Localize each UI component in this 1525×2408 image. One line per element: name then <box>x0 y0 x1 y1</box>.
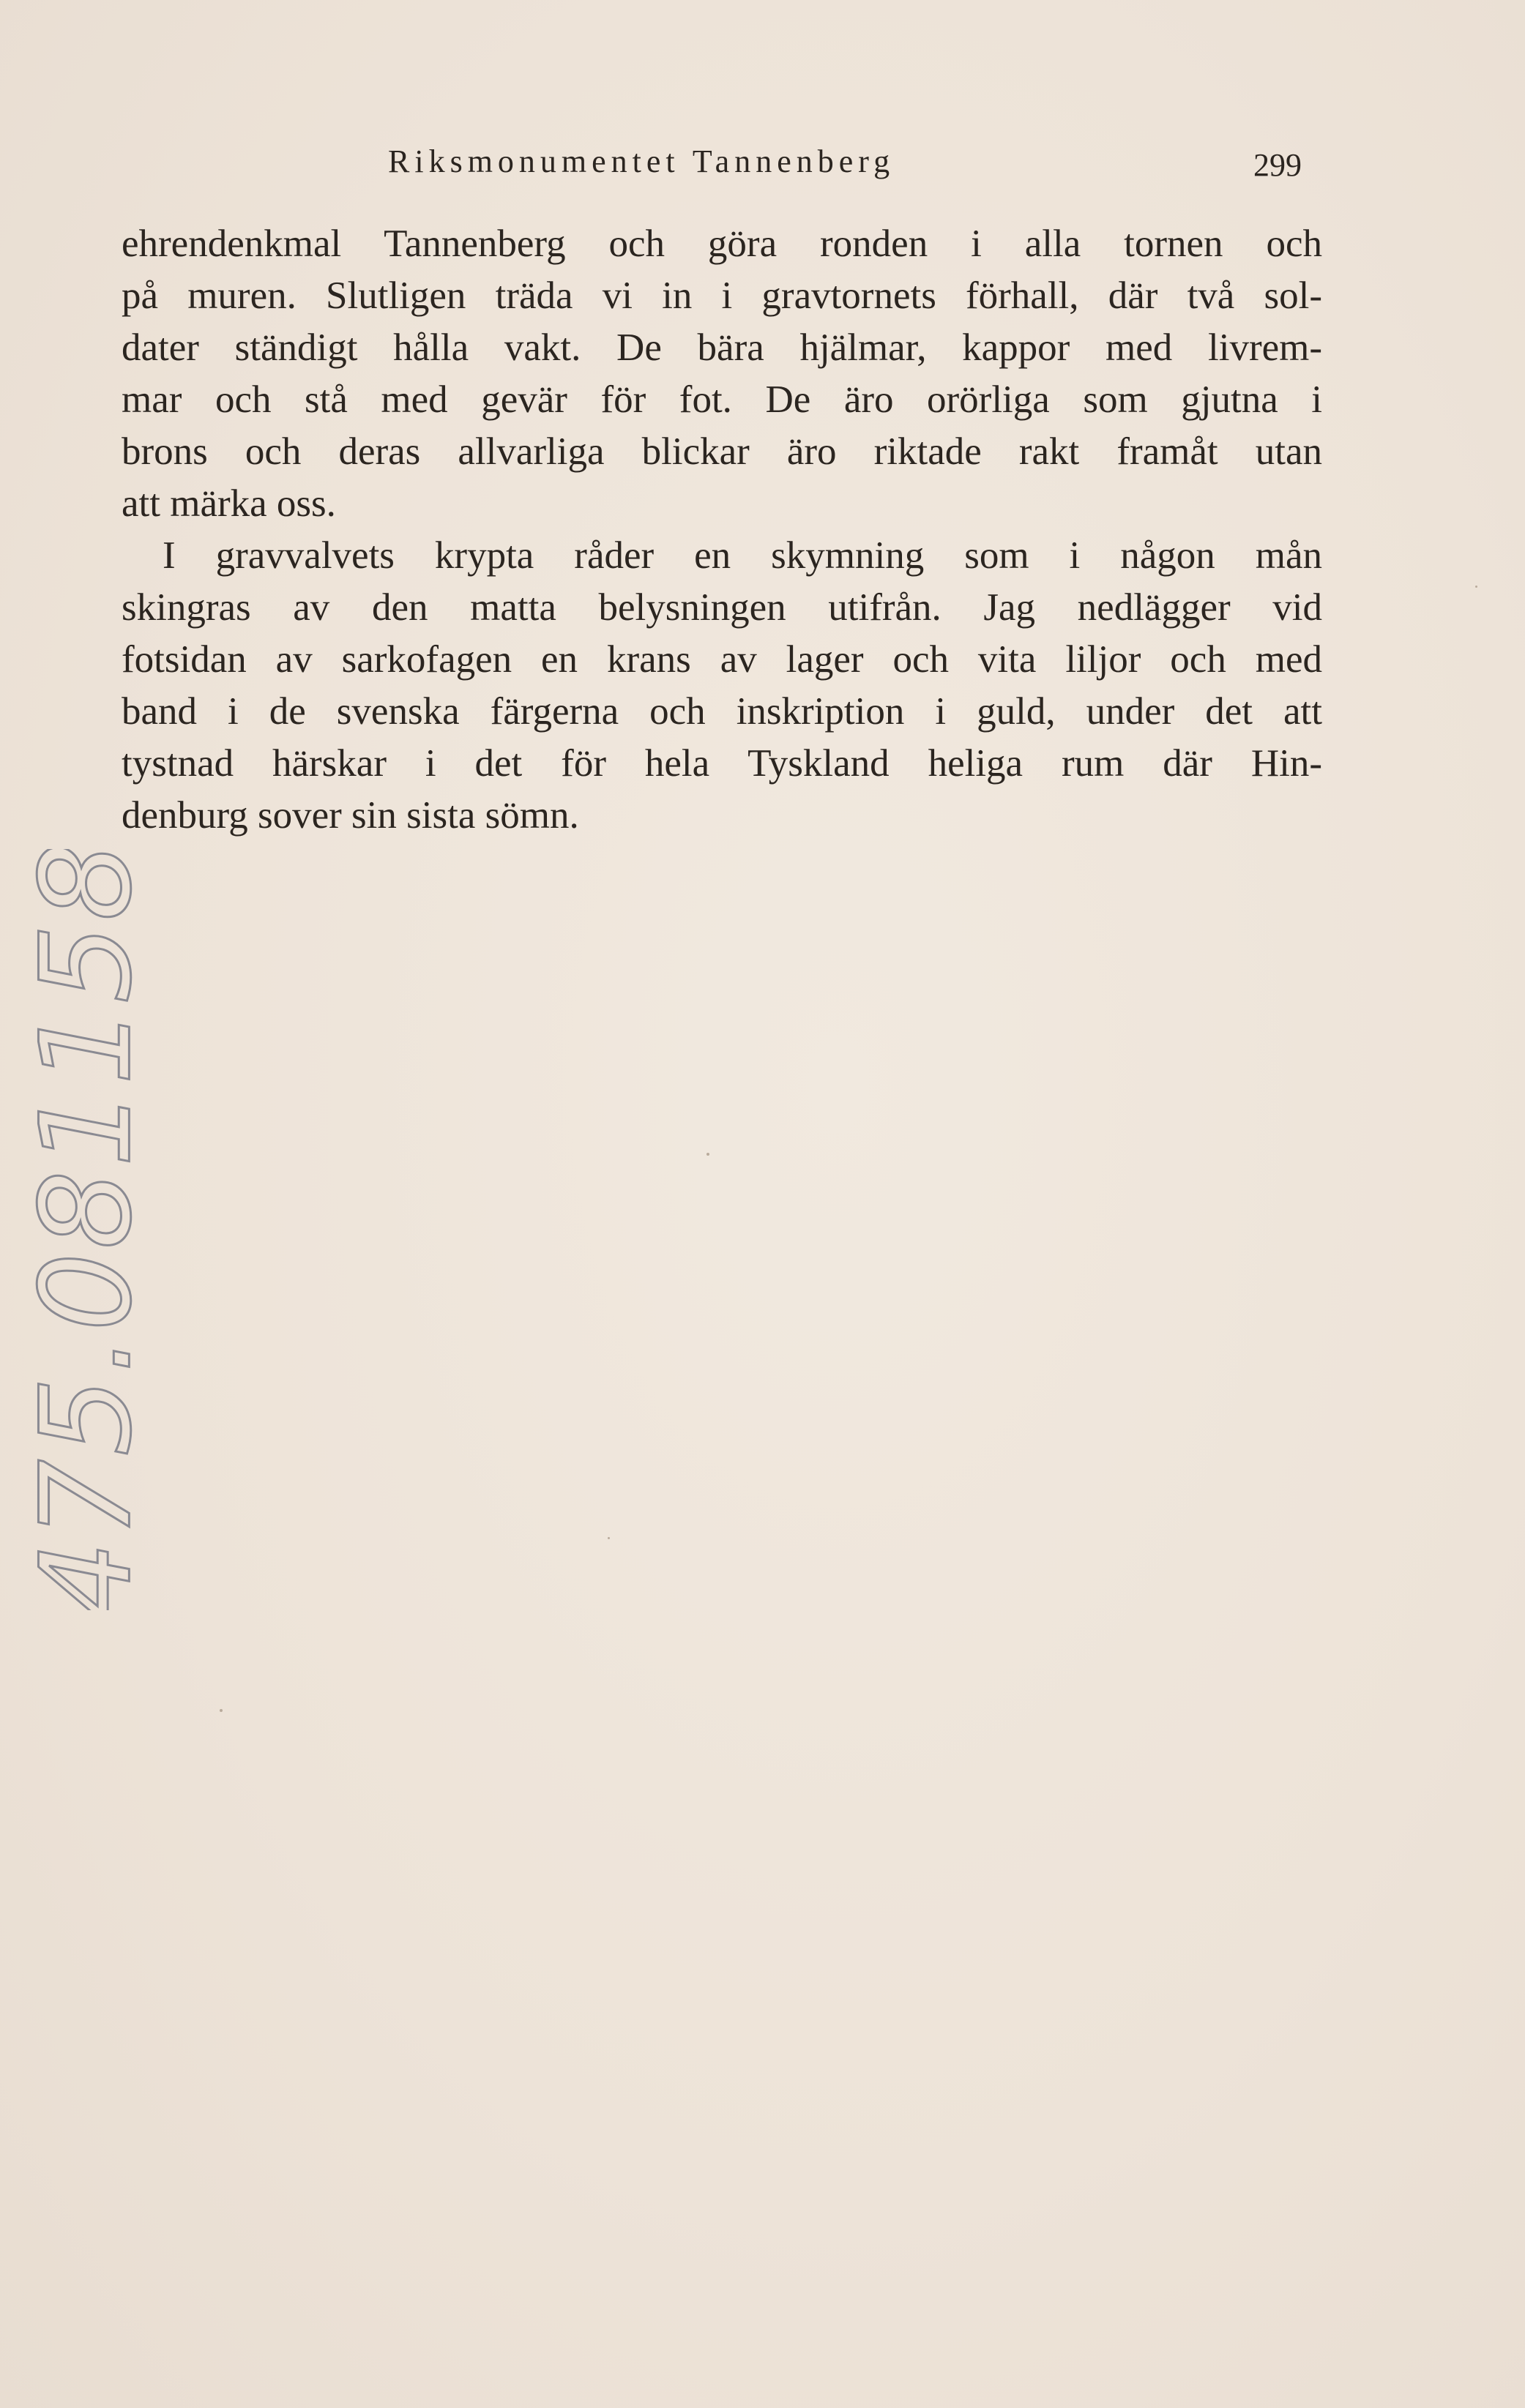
text-line: skingras av den matta belysningen utifrån. Jag nedlägger vid <box>122 586 1322 629</box>
text-line: denburg sover sin sista sömn. <box>122 794 579 837</box>
handwritten-annotation-icon <box>7 849 183 1610</box>
paper-speck <box>608 1537 610 1539</box>
page-number: 299 <box>1253 147 1302 183</box>
text-line: brons och deras allvarliga blickar äro riktade rakt framåt utan <box>122 430 1322 473</box>
text-line: tystnad härskar i det för hela Tyskland heliga rum där Hin- <box>122 742 1322 785</box>
text-line: att märka oss. <box>122 482 336 525</box>
text-line: band i de svenska färgerna och inskription i guld, under det att <box>122 690 1322 733</box>
text-line: på muren. Slutligen träda vi in i gravtornets förhall, där två sol- <box>122 274 1322 317</box>
pencil-shelfmark-text: 9475.0811588 <box>14 849 160 1610</box>
text-line: I gravvalvets krypta råder en skymning som i någon mån <box>163 534 1322 577</box>
text-line: ehrendenkmal Tannenberg och göra ronden i alla tornen och <box>122 223 1322 265</box>
pencil-shelfmark <box>7 849 183 1610</box>
text-line: fotsidan av sarkofagen en krans av lager och vita liljor och med <box>122 638 1322 681</box>
text-line: mar och stå med gevär för fot. De äro orörliga som gjutna i <box>122 378 1322 421</box>
paper-speck <box>220 1709 223 1712</box>
text-line: dater ständigt hålla vakt. De bära hjälmar, kappor med livrem- <box>122 326 1322 369</box>
paper-speck <box>706 1153 709 1156</box>
paper-speck <box>1475 586 1477 588</box>
running-head: Riksmonumentet Tannenberg <box>388 143 895 179</box>
body-text <box>122 218 1322 842</box>
